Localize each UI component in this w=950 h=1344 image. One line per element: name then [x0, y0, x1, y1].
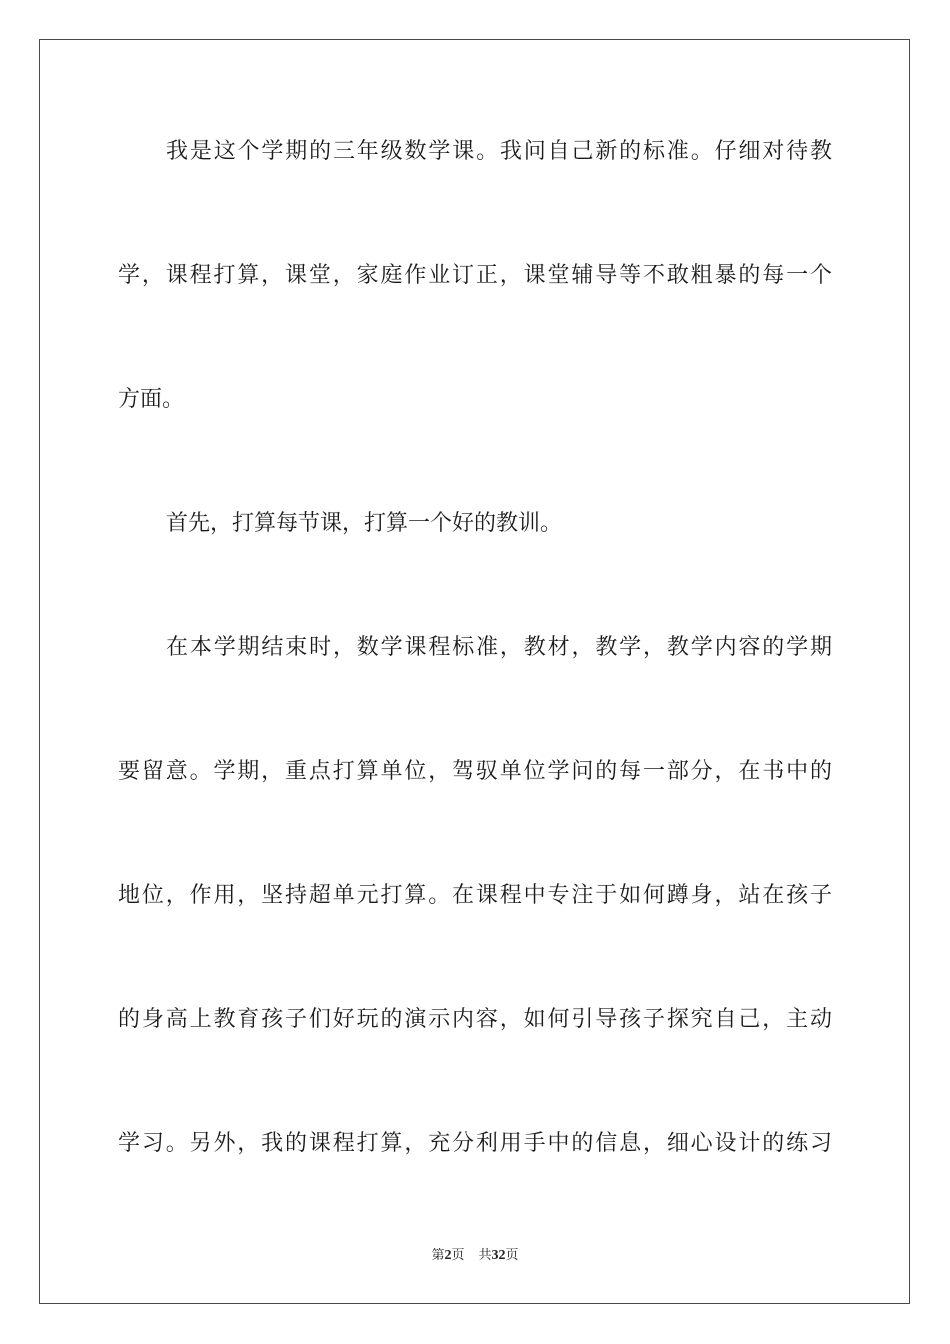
- text-line: 地位，作用，坚持超单元打算。在课程中专注于如何蹲身，站在孩子: [118, 883, 832, 908]
- text-line: 的身高上教育孩子们好玩的演示内容，如何引导孩子探究自己，主动: [118, 1007, 832, 1032]
- total-prefix: 共: [478, 1248, 492, 1263]
- text-line: 方面。: [118, 387, 185, 412]
- page-footer: [0, 1247, 950, 1265]
- page-border: [39, 39, 910, 1304]
- total-suffix: 页: [505, 1248, 519, 1263]
- text-line: 学，课程打算，课堂，家庭作业订正，课堂辅导等不敢粗暴的每一个: [118, 263, 832, 288]
- page-prefix: 第: [431, 1248, 445, 1263]
- text-line: 首先，打算每节课，打算一个好的教训。: [166, 511, 563, 536]
- text-line: 学习。另外，我的课程打算，充分利用手中的信息，细心设计的练习: [118, 1131, 832, 1156]
- text-line: 在本学期结束时，数学课程标准，教材，教学，教学内容的学期: [166, 635, 832, 660]
- page-number: 2: [444, 1248, 452, 1263]
- page-suffix: 页: [451, 1248, 465, 1263]
- text-line: 我是这个学期的三年级数学课。我问自己新的标准。仔细对待教: [166, 139, 832, 164]
- total-pages: 32: [491, 1248, 506, 1263]
- text-line: 要留意。学期，重点打算单位，驾驭单位学问的每一部分，在书中的: [118, 759, 832, 784]
